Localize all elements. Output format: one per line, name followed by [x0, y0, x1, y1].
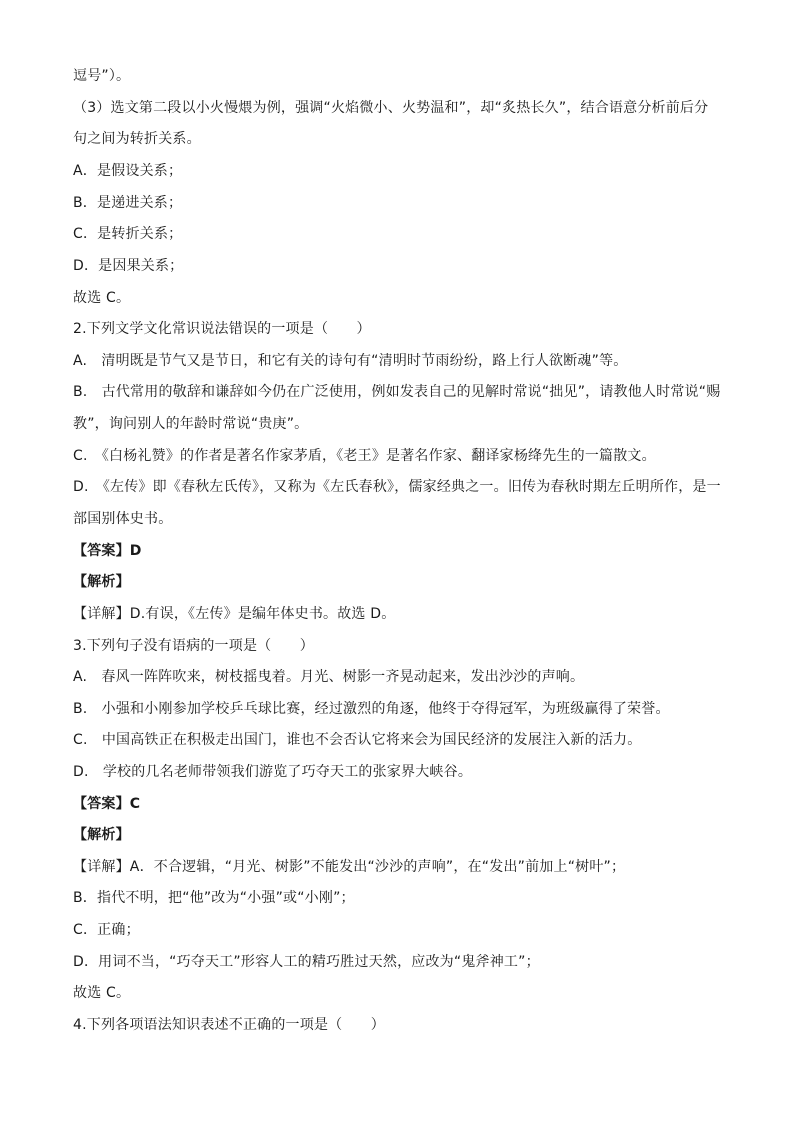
answer-label: 【答案】D	[73, 543, 142, 559]
text-line: 故选 C。	[73, 985, 131, 1001]
option-line: D. 学校的几名老师带领我们游览了巧夺天工的张家界大峡谷。	[73, 764, 473, 780]
text-line: 句之间为转折关系。	[73, 131, 201, 147]
option-line: B. 小强和小刚参加学校乒乓球比赛，经过激烈的角逐，他终于夺得冠军，为班级赢得了荣誉。	[73, 701, 670, 717]
option-line: C．是转折关系；	[73, 226, 183, 242]
option-line: B．是递进关系；	[73, 195, 183, 211]
detail-line: C．正确；	[73, 922, 140, 938]
analysis-label: 【解析】	[73, 574, 130, 590]
detail-line: B．指代不明，把“他”改为“小强”或“小刚”；	[73, 890, 355, 906]
text-line: 故选 C。	[73, 290, 131, 306]
detail-line: 【详解】D.有误，《左传》是编年体史书。故选 D。	[73, 606, 396, 622]
option-line: D. 《左传》即《春秋左氏传》，又称为《左氏春秋》，儒家经典之一。旧传为春秋时期左丘明所作，是一	[73, 479, 721, 495]
detail-line: 【详解】A．不合逻辑，“月光、树影”不能发出“沙沙的声响”，在“发出”前加上“树叶”；	[73, 859, 626, 875]
text-line: 逗号”）。	[73, 68, 131, 84]
text-line: 部国别体史书。	[73, 511, 173, 527]
text-line: （3）选文第二段以小火慢煨为例，强调“火焰微小、火势温和”，却“炙热长久”，结合语意分析前后分	[73, 100, 709, 116]
option-line: A．是假设关系；	[73, 163, 183, 179]
detail-line: D．用词不当，“巧夺天工”形容人工的精巧胜过天然，应改为“鬼斧神工”；	[73, 954, 540, 970]
answer-label: 【答案】C	[73, 796, 141, 812]
question-line: 4.下列各项语法知识表述不正确的一项是（ ）	[73, 1017, 385, 1033]
question-line: 2.下列文学文化常识说法错误的一项是（ ）	[73, 321, 371, 337]
option-line: B. 古代常用的敬辞和谦辞如今仍在广泛使用，例如发表自己的见解时常说“拙见”，请教他人时常说“赐	[73, 384, 721, 400]
question-line: 3.下列句子没有语病的一项是（ ）	[73, 638, 314, 654]
text-line: 教”，询问别人的年龄时常说“贵庚”。	[73, 416, 309, 432]
option-line: A. 清明既是节气又是节日，和它有关的诗句有“清明时节雨纷纷，路上行人欲断魂”等。	[73, 353, 628, 369]
analysis-label: 【解析】	[73, 827, 130, 843]
option-line: A. 春风一阵阵吹来，树枝摇曳着。月光、树影一齐晃动起来，发出沙沙的声响。	[73, 669, 585, 685]
option-line: D．是因果关系；	[73, 258, 184, 274]
option-line: C. 《白杨礼赞》的作者是著名作家茅盾，《老王》是著名作家、翻译家杨绛先生的一篇散文。	[73, 448, 656, 464]
option-line: C. 中国高铁正在积极走出国门，谁也不会否认它将来会为国民经济的发展注入新的活力。	[73, 732, 642, 748]
